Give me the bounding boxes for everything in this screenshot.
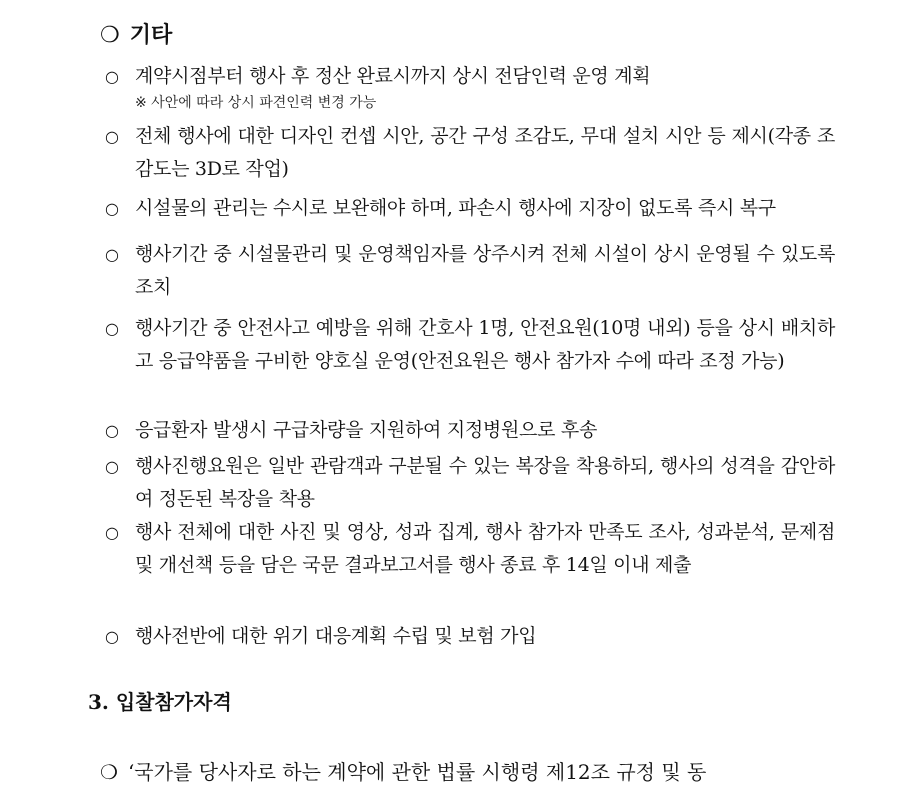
circle-bullet-icon: ○ <box>105 457 119 476</box>
list-item-text: 계약시점부터 행사 후 정산 완료시까지 상시 전담인력 운영 계획 <box>135 65 651 87</box>
qualification-text: ‘국가를 당사자로 하는 계약에 관한 법률 시행령 제12조 규정 및 동 <box>127 760 707 784</box>
circle-bullet-icon: ○ <box>105 421 119 440</box>
list-item-text: 행사기간 중 안전사고 예방을 위해 간호사 1명, 안전요원(10명 내외) 등을 상시 배치하고 응급약품을 구비한 양호실 운영(안전요원은 행사 참가자 수에 따라 조정 가능) <box>135 317 835 372</box>
circle-bullet-icon: ❍ <box>100 760 118 784</box>
list-item-text: 행사 전체에 대한 사진 및 영상, 성과 집계, 행사 참가자 만족도 조사, 성과분석, 문제점 및 개선책 등을 담은 국문 결과보고서를 행사 종료 후 14일 이내 제출 <box>135 521 835 576</box>
list-item <box>105 620 835 653</box>
footnote: ※ 사안에 따라 상시 파견인력 변경 가능 <box>135 95 377 111</box>
list-item-text: 응급환자 발생시 구급차량을 지원하여 지정병원으로 후송 <box>135 419 597 441</box>
circle-bullet-icon: ❍ <box>100 23 120 48</box>
circle-bullet-icon: ○ <box>105 67 119 86</box>
list-item-text: 행사기간 중 시설물관리 및 운영책임자를 상주시켜 전체 시설이 상시 운영될 수 있도록 조치 <box>135 243 835 298</box>
list-item <box>105 312 835 378</box>
list-item <box>105 450 835 516</box>
list-item <box>105 516 835 582</box>
section-heading <box>100 18 172 49</box>
list-item <box>105 60 835 93</box>
list-item <box>105 238 835 304</box>
circle-bullet-icon: ○ <box>105 127 119 146</box>
list-item-text: 시설물의 관리는 수시로 보완해야 하며, 파손시 행사에 지장이 없도록 즉시 복구 <box>135 197 776 219</box>
circle-bullet-icon: ○ <box>105 245 119 264</box>
circle-bullet-icon: ○ <box>105 523 119 542</box>
section-3-heading: 3. 입찰참가자격 <box>88 690 232 714</box>
list-item-text: 행사진행요원은 일반 관람객과 구분될 수 있는 복장을 착용하되, 행사의 성격을 감안하여 정돈된 복장을 착용 <box>135 455 835 510</box>
list-item-text: 행사전반에 대한 위기 대응계획 수립 및 보험 가입 <box>135 625 537 647</box>
list-item <box>105 414 835 447</box>
qualification-item <box>100 756 840 785</box>
list-item <box>105 192 835 225</box>
list-item-text: 전체 행사에 대한 디자인 컨셉 시안, 공간 구성 조감도, 무대 설치 시안 등 제시(각종 조감도는 3D로 작업) <box>135 125 835 180</box>
circle-bullet-icon: ○ <box>105 627 119 646</box>
circle-bullet-icon: ○ <box>105 199 119 218</box>
section-title: 기타 <box>129 23 173 48</box>
list-item <box>105 120 835 186</box>
circle-bullet-icon: ○ <box>105 319 119 338</box>
